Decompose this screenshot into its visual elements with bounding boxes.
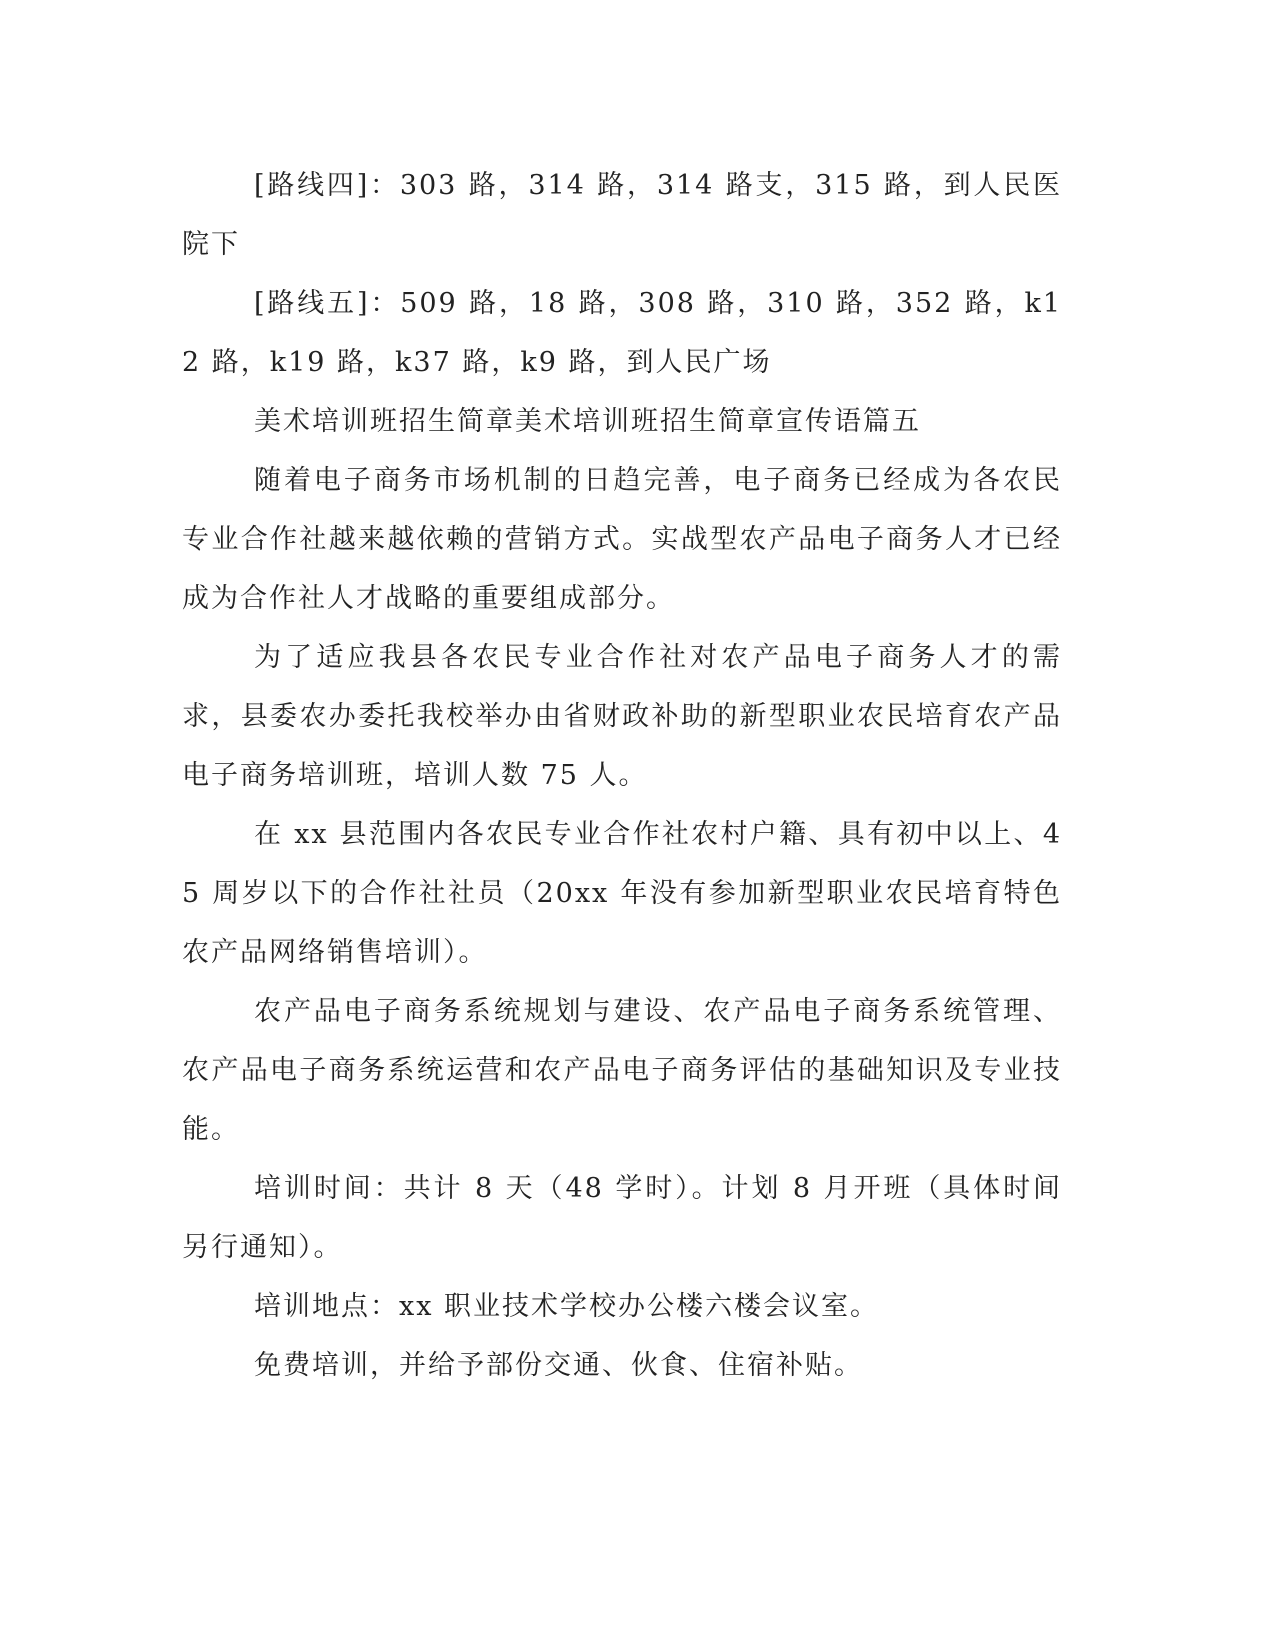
paragraph-section-heading: 美术培训班招生简章美术培训班招生简章宣传语篇五 — [254, 406, 921, 437]
document-body — [182, 156, 1062, 1395]
paragraph-route-five: [路线五]：509 路，18 路，308 路，310 路，352 路，k12 路，k19 路，k37 路，k9 路，到人民广场 — [182, 288, 1062, 378]
paragraph-eligibility: 在 xx 县范围内各农民专业合作社农村户籍、具有初中以上、45 周岁以下的合作社社员（20xx 年没有参加新型职业农民培育特色农产品网络销售培训）。 — [182, 819, 1062, 968]
paragraph-purpose: 为了适应我县各农民专业合作社对农产品电子商务人才的需求，县委农办委托我校举办由省财政补助的新型职业农民培育农产品电子商务培训班，培训人数 75 人。 — [182, 642, 1062, 791]
paragraph-time: 培训时间：共计 8 天（48 学时）。计划 8 月开班（具体时间另行通知）。 — [182, 1173, 1062, 1263]
paragraph-location: 培训地点：xx 职业技术学校办公楼六楼会议室。 — [254, 1291, 880, 1322]
paragraph-route-four: [路线四]：303 路，314 路，314 路支，315 路，到人民医院下 — [182, 170, 1062, 260]
paragraph-subsidy: 免费培训，并给予部份交通、伙食、住宿补贴。 — [254, 1350, 863, 1381]
paragraph-background: 随着电子商务市场机制的日趋完善，电子商务已经成为各农民专业合作社越来越依赖的营销方式。实战型农产品电子商务人才已经成为合作社人才战略的重要组成部分。 — [182, 465, 1062, 614]
paragraph-content: 农产品电子商务系统规划与建设、农产品电子商务系统管理、农产品电子商务系统运营和农产品电子商务评估的基础知识及专业技能。 — [182, 996, 1062, 1145]
